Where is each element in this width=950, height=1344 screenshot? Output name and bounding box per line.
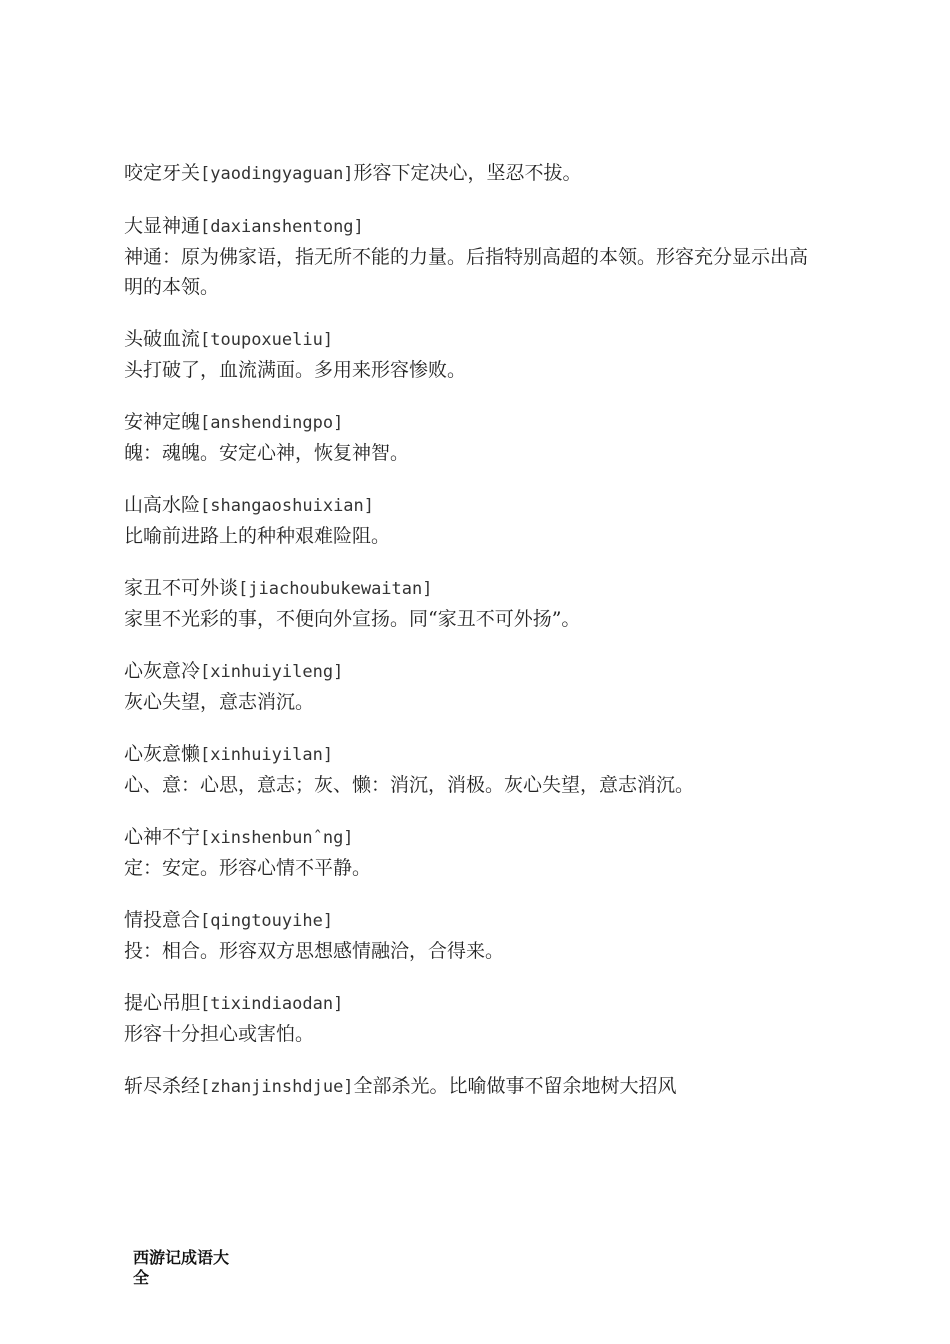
entry-headline (124, 905, 824, 936)
idiom-entry (124, 739, 824, 800)
entry-headline (124, 988, 824, 1019)
idiom-term: 心神不宁 (124, 826, 201, 848)
idiom-term: 斩尽杀经 (124, 1075, 201, 1097)
idiom-pinyin: [yaodingyaguan] (200, 164, 354, 184)
idiom-pinyin: [daxianshentong] (200, 217, 364, 237)
idiom-pinyin: [zhanjinshdjue] (200, 1077, 354, 1097)
entry-headline (124, 656, 824, 687)
idiom-term: 头破血流 (124, 328, 201, 350)
entry-headline (124, 822, 824, 853)
idiom-pinyin: [xinhuiyileng] (200, 662, 344, 682)
idiom-pinyin: [shangaoshuixian] (200, 496, 375, 516)
idiom-entry (124, 905, 824, 966)
idiom-pinyin: [xinhuiyilan] (200, 745, 334, 765)
idiom-pinyin: [toupoxueliu] (200, 330, 334, 350)
idiom-term: 大显神通 (124, 215, 201, 237)
entry-headline (124, 407, 824, 438)
idiom-term: 咬定牙关 (124, 162, 201, 184)
entry-headline (124, 324, 824, 355)
idiom-entry (124, 407, 824, 468)
idiom-pinyin: [tixindiaodan] (200, 994, 344, 1014)
idiom-entry (124, 1071, 824, 1102)
idiom-definition: 灰心失望，意志消沉。 (124, 691, 315, 713)
idiom-definition: 比喻前进路上的种种艰难险阻。 (124, 525, 391, 547)
idiom-definition: 形容十分担心或害怕。 (124, 1023, 315, 1045)
idiom-definition: 头打破了，血流满面。多用来形容惨败。 (124, 359, 467, 381)
idiom-entry (124, 656, 824, 717)
entry-headline (124, 211, 824, 242)
idiom-entry (124, 573, 824, 634)
idiom-list (124, 158, 824, 1124)
idiom-definition: 投：相合。形容双方思想感情融洽，合得来。 (124, 940, 505, 962)
idiom-pinyin: [jiachoubukewaitan] (238, 579, 433, 599)
idiom-definition: 全部杀光。比喻做事不留余地树大招风 (353, 1075, 677, 1097)
idiom-term: 心灰意懒 (124, 743, 201, 765)
idiom-entry (124, 490, 824, 551)
entry-headline (124, 573, 824, 604)
idiom-definition: 魄：魂魄。安定心神，恢复神智。 (124, 442, 410, 464)
idiom-term: 心灰意冷 (124, 660, 201, 682)
idiom-entry (124, 988, 824, 1049)
idiom-term: 安神定魄 (124, 411, 201, 433)
idiom-entry (124, 158, 824, 189)
idiom-pinyin: [qingtouyihe] (200, 911, 334, 931)
footer-title: 西游记成语大全 (133, 1248, 230, 1287)
idiom-definition: 家里不光彩的事，不便向外宣扬。同“家丑不可外扬”。 (124, 608, 581, 630)
idiom-definition: 心、意：心思，意志；灰、懒：消沉，消极。灰心失望，意志消沉。 (124, 774, 695, 796)
idiom-pinyin: [anshendingpo] (200, 413, 344, 433)
idiom-term: 山高水险 (124, 494, 201, 516)
entry-headline (124, 158, 824, 189)
idiom-entry (124, 822, 824, 883)
idiom-term: 提心吊胆 (124, 992, 201, 1014)
idiom-pinyin: [xinshenbunˆng] (200, 828, 354, 848)
entry-headline (124, 490, 824, 521)
entry-headline (124, 739, 824, 770)
entry-headline (124, 1071, 824, 1102)
idiom-definition: 定：安定。形容心情不平静。 (124, 857, 372, 879)
idiom-term: 家丑不可外谈 (124, 577, 239, 599)
idiom-entry (124, 211, 824, 302)
idiom-entry (124, 324, 824, 385)
idiom-term: 情投意合 (124, 909, 201, 931)
idiom-definition: 形容下定决心，坚忍不拔。 (353, 162, 582, 184)
idiom-definition: 神通：原为佛家语，指无所不能的力量。后指特别高超的本领。形容充分显示出高明的本领。 (124, 246, 809, 298)
